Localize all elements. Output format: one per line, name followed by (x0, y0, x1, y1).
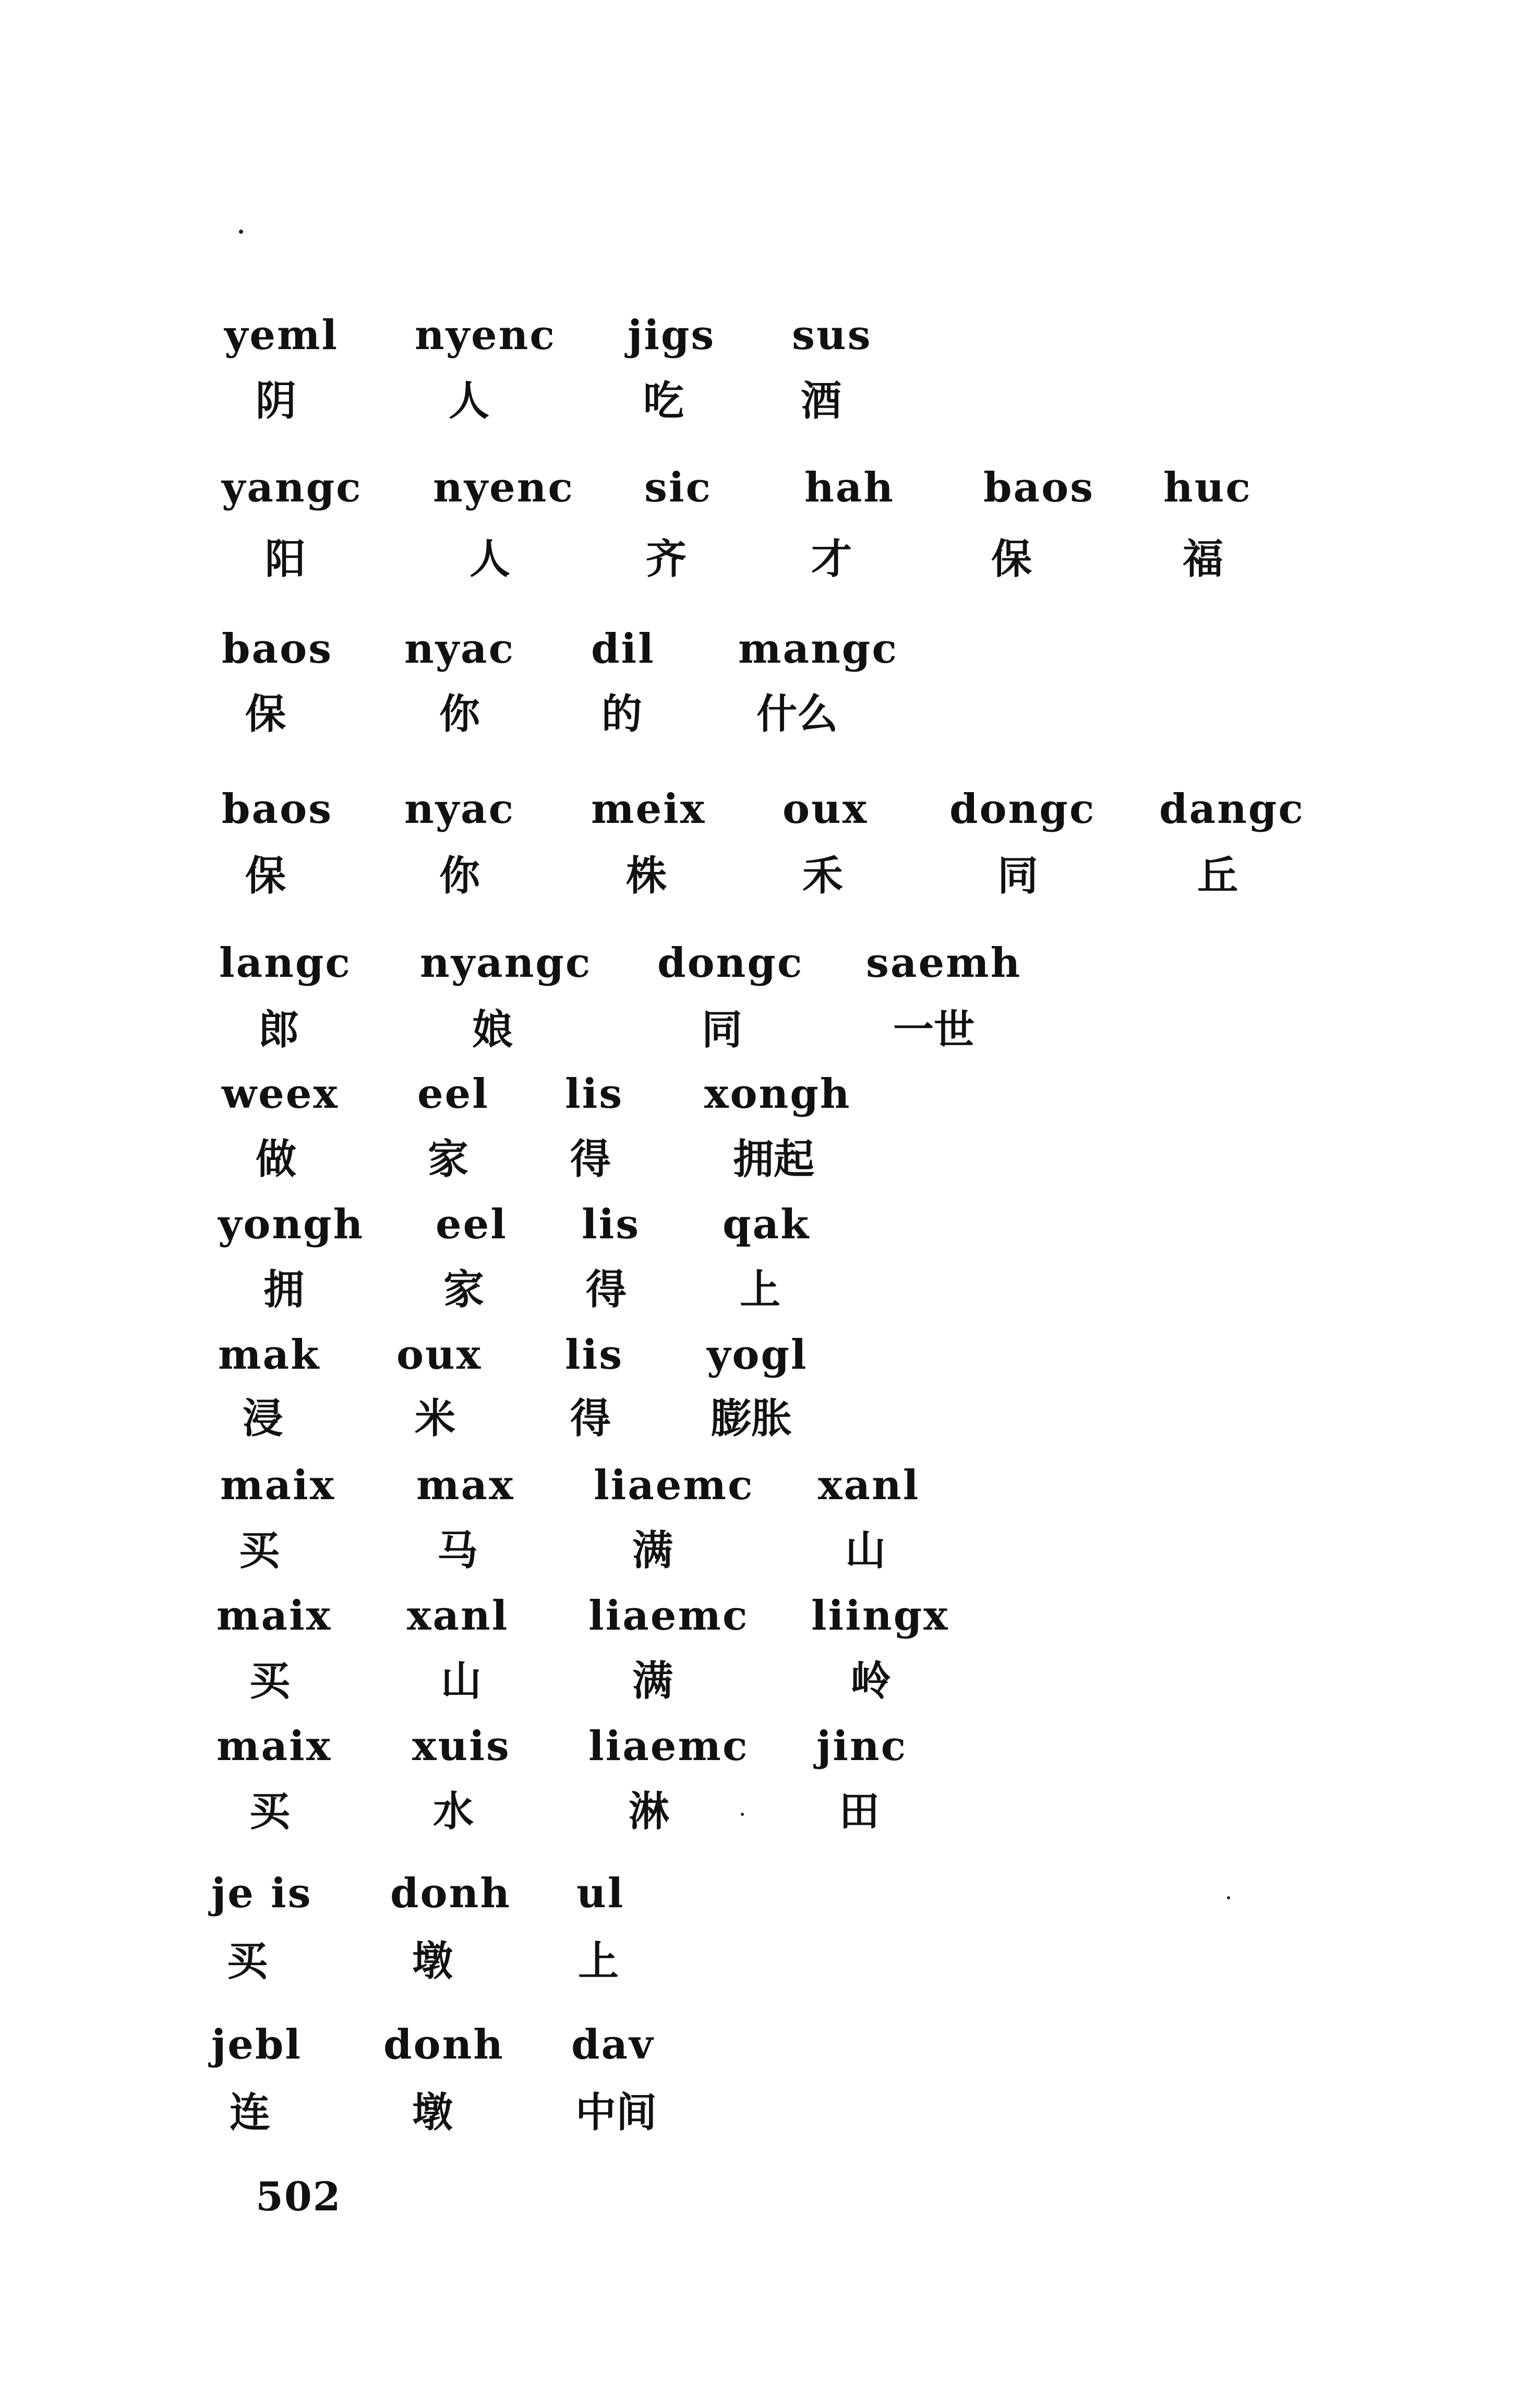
romanized-word: lis (582, 1201, 641, 1248)
romanized-word: liaemc (588, 1592, 749, 1640)
romanized-word: hah (804, 464, 895, 511)
gloss-word: 禾 (802, 853, 844, 900)
romanized-word: donh (390, 1870, 511, 1917)
page-number: 502 (256, 2173, 342, 2220)
gloss-word: 保 (245, 691, 286, 738)
romanized-line (0, 1462, 1540, 1528)
gloss-line (0, 536, 1540, 602)
gloss-word: 你 (439, 691, 480, 738)
gloss-word: 家 (443, 1266, 485, 1313)
gloss-word: 丘 (1197, 853, 1238, 900)
gloss-word: 阴 (256, 378, 297, 425)
romanized-line (0, 1722, 1540, 1789)
gloss-word: 墩 (412, 1938, 453, 1985)
romanized-word: baos (222, 785, 333, 833)
romanized-line (0, 1592, 1540, 1658)
print-speck (239, 230, 243, 234)
romanized-word: je is (211, 1870, 312, 1917)
gloss-word: 连 (230, 2089, 271, 2136)
romanized-word: liingx (811, 1592, 949, 1640)
gloss-word: 你 (439, 853, 480, 900)
gloss-word: 阳 (265, 536, 306, 583)
romanized-word: liaemc (594, 1462, 754, 1509)
romanized-word: donh (383, 2021, 504, 2068)
gloss-word: 岭 (850, 1658, 892, 1705)
romanized-word: dongc (657, 939, 804, 987)
gloss-word: 田 (839, 1788, 880, 1835)
romanized-line (0, 1331, 1540, 1397)
gloss-word: 株 (626, 853, 667, 900)
gloss-line (0, 1938, 1540, 2004)
gloss-word: 浸 (243, 1395, 284, 1442)
gloss-word: 拥 (263, 1266, 305, 1313)
romanized-word: nyenc (433, 464, 574, 511)
gloss-word: 得 (570, 1395, 611, 1442)
gloss-word: 人 (449, 378, 490, 425)
gloss-word: 满 (632, 1658, 673, 1705)
romanized-word: nyenc (415, 312, 556, 359)
romanized-word: baos (222, 625, 333, 673)
romanized-word: liaemc (588, 1722, 749, 1770)
romanized-word: weex (222, 1070, 339, 1118)
romanized-line (0, 785, 1540, 852)
gloss-word: 娘 (472, 1007, 513, 1054)
gloss-word: 买 (249, 1658, 291, 1705)
gloss-line (0, 1136, 1540, 1202)
romanized-word: ul (576, 1870, 625, 1917)
romanized-word: xuis (412, 1722, 511, 1770)
gloss-word: 山 (845, 1527, 886, 1574)
gloss-word: 家 (428, 1136, 469, 1183)
romanized-word: sic (644, 464, 713, 511)
gloss-word: 满 (632, 1527, 673, 1574)
romanized-word: dav (571, 2021, 655, 2068)
gloss-word: 同 (702, 1007, 743, 1054)
romanized-word: xanl (818, 1462, 920, 1509)
gloss-line (0, 1788, 1540, 1854)
gloss-line (0, 1266, 1540, 1332)
romanized-line (0, 1201, 1540, 1267)
gloss-word: 山 (441, 1658, 482, 1705)
romanized-word: jinc (816, 1722, 908, 1770)
gloss-word: 水 (433, 1788, 474, 1835)
romanized-word: max (416, 1462, 515, 1509)
romanized-word: langc (219, 939, 352, 987)
gloss-word: 买 (227, 1938, 268, 1985)
gloss-word: 马 (437, 1527, 478, 1574)
romanized-word: xanl (407, 1592, 509, 1640)
gloss-word: 的 (601, 691, 643, 738)
romanized-word: dongc (949, 785, 1096, 833)
romanized-word: xongh (704, 1070, 851, 1118)
gloss-line (0, 378, 1540, 444)
romanized-word: eel (436, 1201, 508, 1248)
romanized-word: jebl (211, 2021, 303, 2068)
romanized-word: dangc (1159, 785, 1305, 833)
gloss-word: 郎 (258, 1007, 299, 1054)
romanized-word: maix (216, 1592, 332, 1640)
romanized-word: yogl (707, 1331, 808, 1379)
gloss-line (0, 1007, 1540, 1072)
gloss-word: 得 (586, 1266, 627, 1313)
gloss-line (0, 1527, 1540, 1593)
gloss-word: 中间 (575, 2089, 657, 2136)
gloss-word: 保 (245, 853, 286, 900)
gloss-line (0, 2089, 1540, 2155)
gloss-word: 保 (991, 536, 1032, 583)
gloss-word: 得 (570, 1136, 611, 1183)
romanized-line (0, 1870, 1540, 1936)
romanized-word: yangc (222, 464, 363, 511)
romanized-word: nyac (404, 785, 515, 833)
romanized-word: oux (396, 1331, 483, 1379)
romanized-word: saemh (866, 939, 1022, 987)
romanized-word: lis (565, 1331, 624, 1379)
gloss-word: 上 (578, 1938, 619, 1985)
romanized-word: nyac (404, 625, 515, 673)
gloss-word: 同 (997, 853, 1039, 900)
gloss-word: 淋 (629, 1788, 670, 1835)
romanized-word: lis (565, 1070, 624, 1118)
gloss-word: 才 (811, 536, 852, 583)
gloss-word: 墩 (412, 2089, 453, 2136)
romanized-line (0, 625, 1540, 691)
romanized-word: mangc (738, 625, 898, 673)
gloss-word: 做 (256, 1136, 297, 1183)
romanized-word: maix (216, 1722, 332, 1770)
gloss-word: 酒 (801, 378, 842, 425)
gloss-word: 福 (1183, 536, 1224, 583)
gloss-word: 膨胀 (711, 1395, 792, 1442)
gloss-word: 拥起 (733, 1136, 815, 1183)
gloss-word: 买 (239, 1527, 280, 1574)
romanized-word: yeml (224, 312, 339, 359)
romanized-word: maix (220, 1462, 336, 1509)
romanized-word: yongh (218, 1201, 365, 1248)
gloss-line (0, 853, 1540, 918)
romanized-word: qak (723, 1201, 811, 1248)
gloss-word: 买 (249, 1788, 291, 1835)
gloss-word: 什么 (756, 691, 838, 738)
romanized-line (0, 939, 1540, 1006)
romanized-word: meix (591, 785, 706, 833)
romanized-word: baos (983, 464, 1095, 511)
gloss-line (0, 1395, 1540, 1461)
romanized-word: oux (783, 785, 869, 833)
gloss-word: 一世 (893, 1007, 975, 1054)
gloss-word: 吃 (643, 378, 684, 425)
romanized-line (0, 464, 1540, 530)
gloss-word: 米 (415, 1395, 456, 1442)
romanized-word: mak (218, 1331, 321, 1379)
gloss-line (0, 1658, 1540, 1724)
romanized-word: sus (792, 312, 872, 359)
gloss-word: 上 (740, 1266, 781, 1313)
romanized-line (0, 312, 1540, 378)
romanized-line (0, 1070, 1540, 1136)
romanized-word: jigs (628, 312, 716, 359)
romanized-line (0, 2021, 1540, 2087)
romanized-word: eel (417, 1070, 489, 1118)
romanized-word: nyangc (420, 939, 592, 987)
gloss-line (0, 691, 1540, 757)
gloss-word: 齐 (646, 536, 687, 583)
romanized-word: huc (1163, 464, 1252, 511)
gloss-word: 人 (470, 536, 511, 583)
romanized-word: dil (591, 625, 655, 673)
